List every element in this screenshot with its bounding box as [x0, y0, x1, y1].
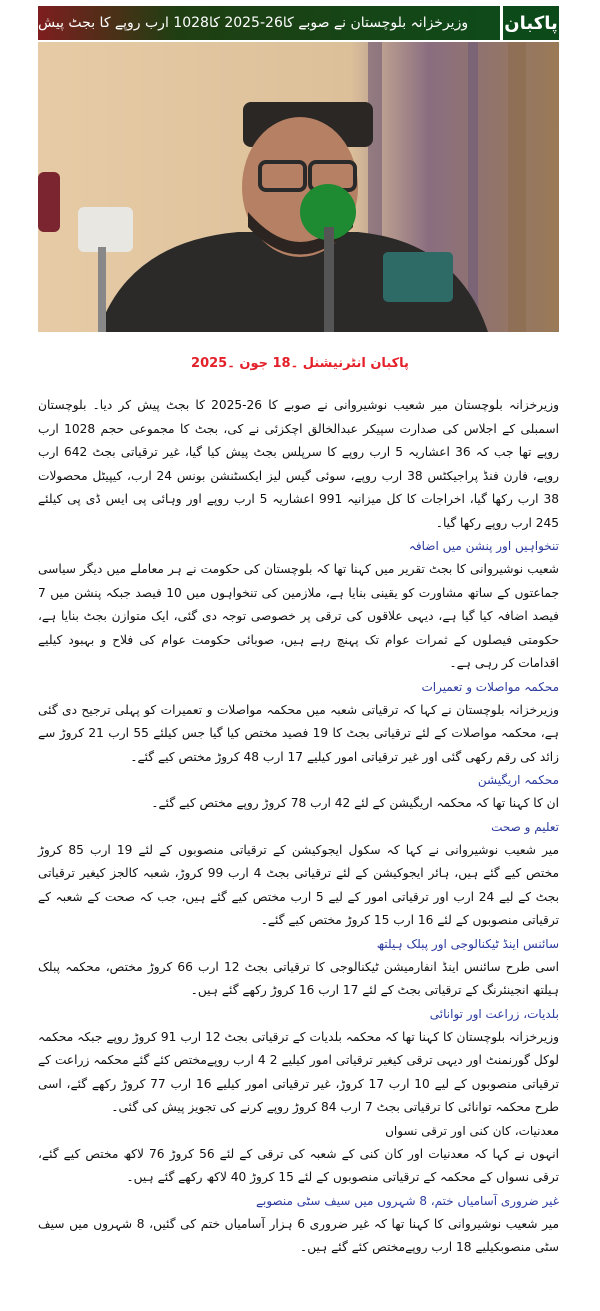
- news-header-bar: [38, 6, 559, 40]
- section-body: وزیرخزانہ بلوچستان کا کہنا تھا کہ محکمہ بلدیات کے ترقیاتی بجٹ 12 ارب 91 کروڑ روپے جبکہ محکمہ لوکل گورنمنٹ اور دیہی ترقی کیغیر ترقیاتی امور کیلیے 2 4 ارب روپےمختص کئے گئے محکمہ زراعت کے ترقیاتی منصوبوں کے لیے 10 ارب 17 کروڑ، غیر ترقیاتی امور کیلیے 16 ارب 77 کروڑ رکھے گئے، اسی طرح محکمہ توانائی کا ترقیاتی بجٹ 7 ارب 84 کروڑ روپے کرنے کی تجویز پیش کی گئی۔: [38, 1029, 560, 1114]
- section-heading: سائنس اینڈ ٹیکنالوجی اور پبلک ہیلتھ: [376, 936, 559, 951]
- section-body: وزیرخزانہ بلوچستان نے کہا کہ ترقیاتی شعبہ میں محکمہ مواصلات و تعمیرات کو پہلی ترجیح دی گئی ہے، محکمہ مواصلات کے لئے ترقیاتی بجٹ کا 19 فصید مختص کیا گیا جس کیلئے 55 ارب 21 کروڑ سے زائد کی رقم رکھی گئی اور غیر ترقیاتی امور کیلیے 17 ارب 48 کروڑ مختص کیے گئے۔: [38, 702, 559, 764]
- dateline: پاکبان انٹرنیشنل ۔18 جون ۔2025: [191, 356, 409, 371]
- headline: وزیرخزانہ بلوچستان نے صوبے کا26-2025 کا1028 ارب روپے کا بجٹ پیش: [38, 6, 500, 40]
- section-heading: تعلیم و صحت: [491, 819, 559, 834]
- section-heading: محکمہ مواصلات و تعمیرات: [421, 679, 559, 694]
- section-heading: تنخواہیں اور پنشن میں اضافہ: [408, 539, 559, 553]
- section-heading: معدنیات، کان کنی اور ترقی نسواں: [385, 1123, 559, 1138]
- section-heading: بلدیات، زراعت اور توانائی: [429, 1006, 559, 1021]
- section-body: ان کا کہنا تھا کہ محکمہ اریگیشن کے لئے 42 ارب 78 کروڑ روپے مختص کیے گئے۔: [151, 796, 559, 810]
- news-photo: [38, 42, 559, 332]
- section-heading: غیر ضروری آسامیاں ختم، 8 شہروں میں سیف سٹی منصوبے: [255, 1193, 559, 1208]
- brand-logo: پاکبان: [503, 6, 559, 40]
- article-intro: وزیرخزانہ بلوچستان میر شعیب نوشیروانی نے صوبے کا 26-2025 کا بجٹ پیش کر دیا۔ بلوچستان اسمبلی کے اجلاس کی صدارت سپیکر عبدالخالق اچکزئی نے کی، بجٹ کا مجموعی حجم 1028 ارب روپے تھا جب کہ 36 اعشاریہ 5 ارب روپے کا سرپلس بجٹ پیش کیا گیا، غیر ترقیاتی بجٹ 642 ارب روپے، فارن فنڈ پراجیکٹس 38 ارب روپے، سوئی گیس لیز ایکسٹنشن بونس 24 ارب، کیپیٹل محصولات 38 ارب رکھا گیا، اخراجات کا کل میزانیہ 991 اعشاریہ 5 ارب روپے اور وہائی پی ایس ڈی پی کیلئے 245 ارب روپے رکھا گیا۔: [38, 398, 560, 530]
- speaker-photo-illustration: [38, 42, 559, 332]
- article-body: [38, 394, 559, 1260]
- section-body: میر شعیب نوشیروانی کا کہنا تھا کہ غیر ضروری 6 ہزار آسامیاں ختم کی گئیں، 8 شہروں میں سیف سٹی منصوبکیلیے 18 ارب روپےمختص کئے گئے ہیں۔: [38, 1216, 560, 1254]
- section-body: اسی طرح سائنس اینڈ انفارمیشن ٹیکنالوجی کا ترقیاتی بجٹ 12 ارب 66 کروڑ مختص، محکمہ پبلک ہیلتھ انجینئرنگ کے ترقیاتی بجٹ کے لئے 17 ارب 16 کروڑ رکھے گئے ہیں۔: [38, 959, 559, 997]
- section-heading: محکمہ اریگیشن: [477, 773, 559, 787]
- section-body: انہوں نے کہا کہ معدنیات اور کان کنی کے شعبہ کی ترقی کے لئے 56 کروڑ 76 لاکھ مختص کیے گئے، ترقی نسواں کے محکمہ کے ترقیاتی منصوبوں کے لئے 15 کروڑ 40 لاکھ رکھے گئے ہیں۔: [38, 1146, 559, 1184]
- section-body: شعیب نوشیروانی کا بجٹ تقریر میں کہنا تھا کہ بلوچستان کی حکومت نے ہر معاملے میں دیگر سیاسی جماعتوں کے ساتھ مشاورت کو یقینی بنایا ہے، ملازمین کی تنخواہوں میں 10 فیصد جبکہ پنشن میں 7 فیصد اضافہ کیا گیا ہے، دیہی علاقوں کی ترقی پر خصوصی توجہ دی گئی، ایک متوازن بجٹ بنایا ہے، حکومتی فیصلوں کے ثمرات عوام تک پہنچ رہے ہیں، صوبائی حکومت عوام کی فلاح و بہبود کیلیے اقدامات کر رہی ہے۔: [38, 562, 559, 670]
- section-body: میر شعیب نوشیروانی نے کہا کہ سکول ایجوکیشن کے ترقیاتی منصوبوں کے لئے 19 ارب 85 کروڑ مختص کیے گئے ہیں، ہائر ایجوکیشن کے لئے ترقیاتی بجٹ 4 ارب 99 کروڑ، شعبہ کالجز کیغیر ترقیاتی بجٹ کے لیے 24 ارب اور ترقیاتی امور کے لیے 5 ارب مختص کیے گئے ہیں، جب کہ صحت کے شعبہ کے ترقیاتی منصوبوں کے لئے 16 ارب 15 کروڑ مختص کیے گئے۔: [38, 842, 560, 927]
